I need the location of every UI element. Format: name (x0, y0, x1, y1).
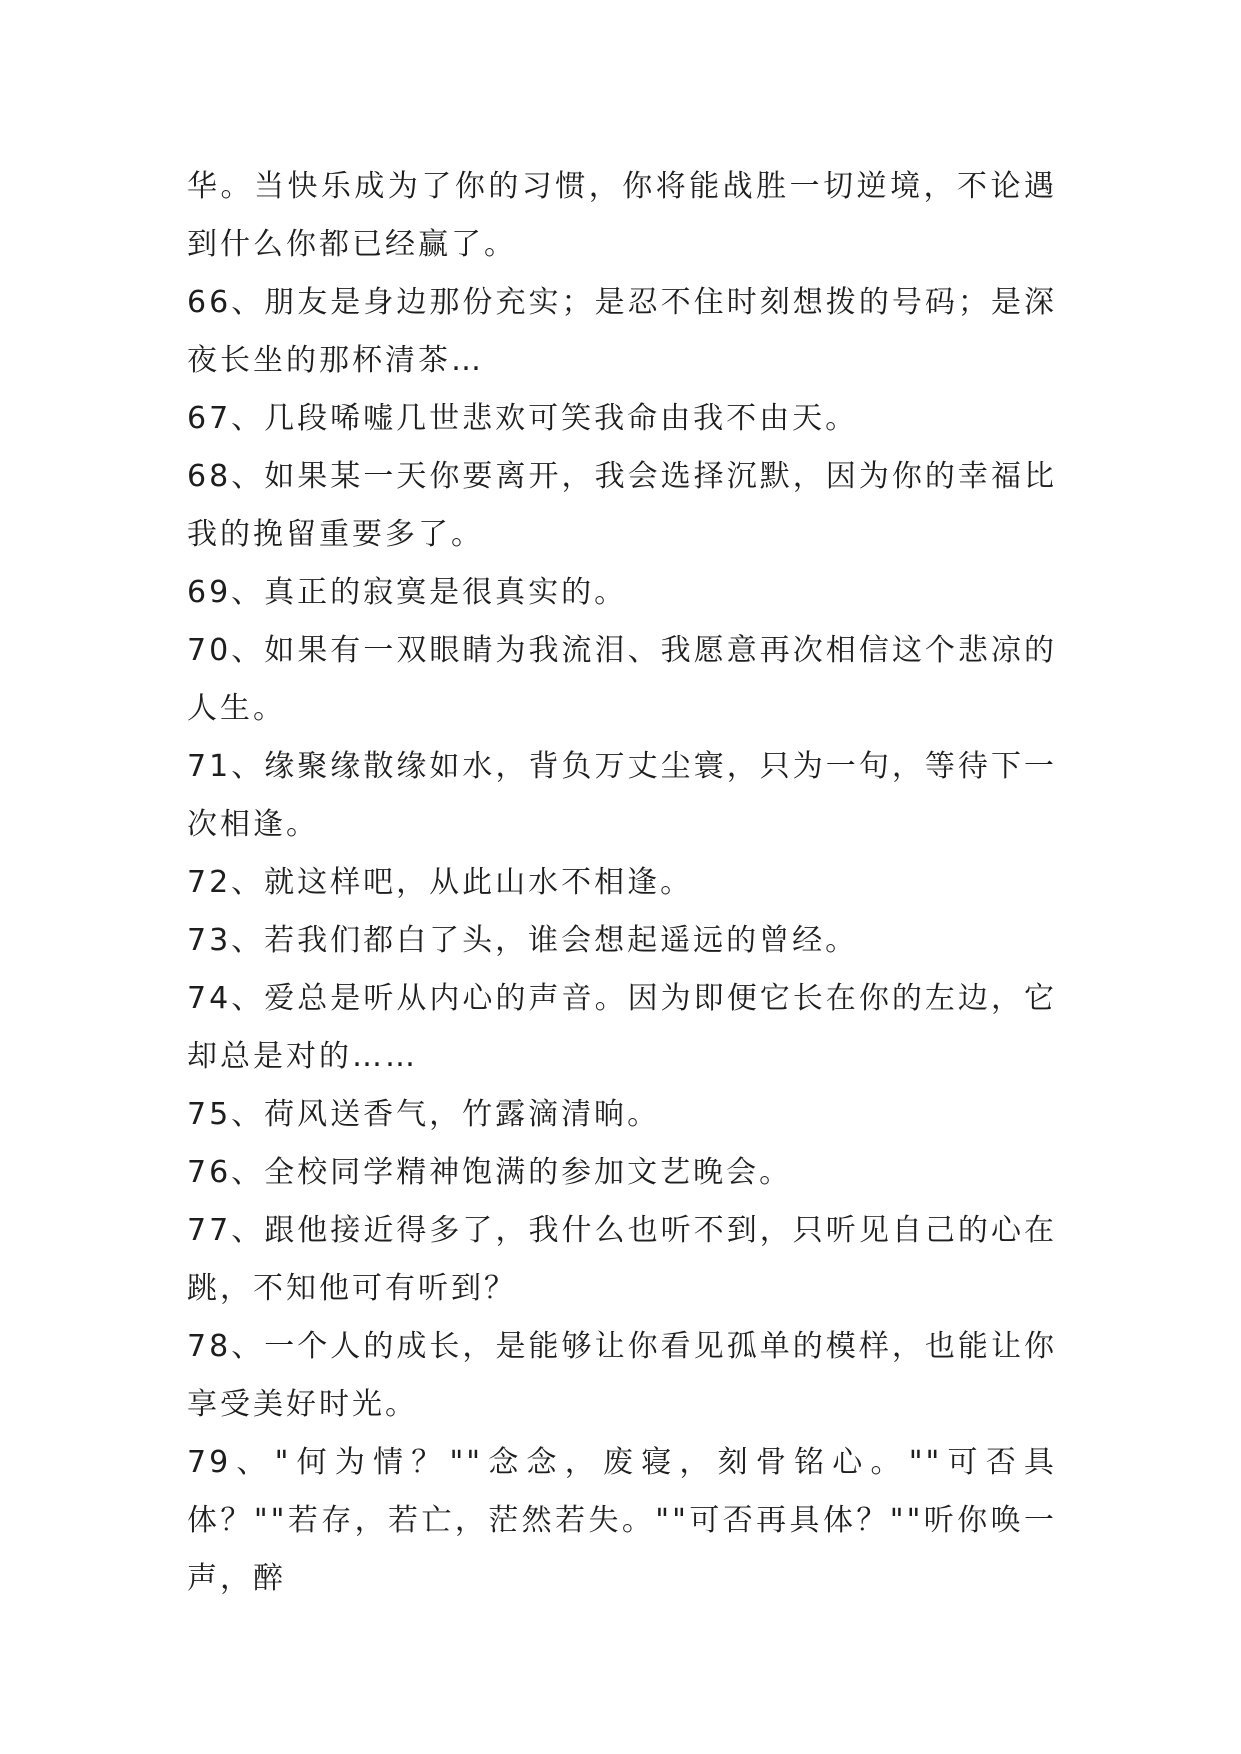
quote-74: 74、爱总是听从内心的声音。因为即便它长在你的左边，它却总是对的…… (187, 981, 1057, 1074)
quote-67: 67、几段唏嘘几世悲欢可笑我命由我不由天。 (187, 401, 859, 436)
quote-76: 76、全校同学精神饱满的参加文艺晚会。 (187, 1155, 793, 1190)
quote-73: 73、若我们都白了头，谁会想起遥远的曾经。 (187, 923, 859, 958)
quote-69: 69、真正的寂寞是很真实的。 (187, 575, 628, 610)
quote-78: 78、一个人的成长，是能够让你看见孤单的模样，也能让你享受美好时光。 (187, 1329, 1057, 1422)
quote-77: 77、跟他接近得多了，我什么也听不到，只听见自己的心在跳，不知他可有听到？ (187, 1213, 1057, 1306)
quote-72: 72、就这样吧，从此山水不相逢。 (187, 865, 694, 900)
document-body (187, 158, 1057, 1608)
quote-79: 79、"何为情？""念念，废寝，刻骨铭心。""可否具体？""若存，若亡，茫然若失。""可否再具体？""听你唤一声，醉 (187, 1445, 1057, 1596)
quote-66: 66、朋友是身边那份充实；是忍不住时刻想拨的号码；是深夜长坐的那杯清茶… (187, 285, 1057, 378)
paragraph-continuation: 华。当快乐成为了你的习惯，你将能战胜一切逆境，不论遇到什么你都已经赢了。 (187, 169, 1057, 262)
quote-75: 75、荷风送香气，竹露滴清晌。 (187, 1097, 661, 1132)
quote-71: 71、缘聚缘散缘如水，背负万丈尘寰，只为一句，等待下一次相逢。 (187, 749, 1057, 842)
quote-70: 70、如果有一双眼睛为我流泪、我愿意再次相信这个悲凉的人生。 (187, 633, 1057, 726)
quote-68: 68、如果某一天你要离开，我会选择沉默，因为你的幸福比我的挽留重要多了。 (187, 459, 1057, 552)
